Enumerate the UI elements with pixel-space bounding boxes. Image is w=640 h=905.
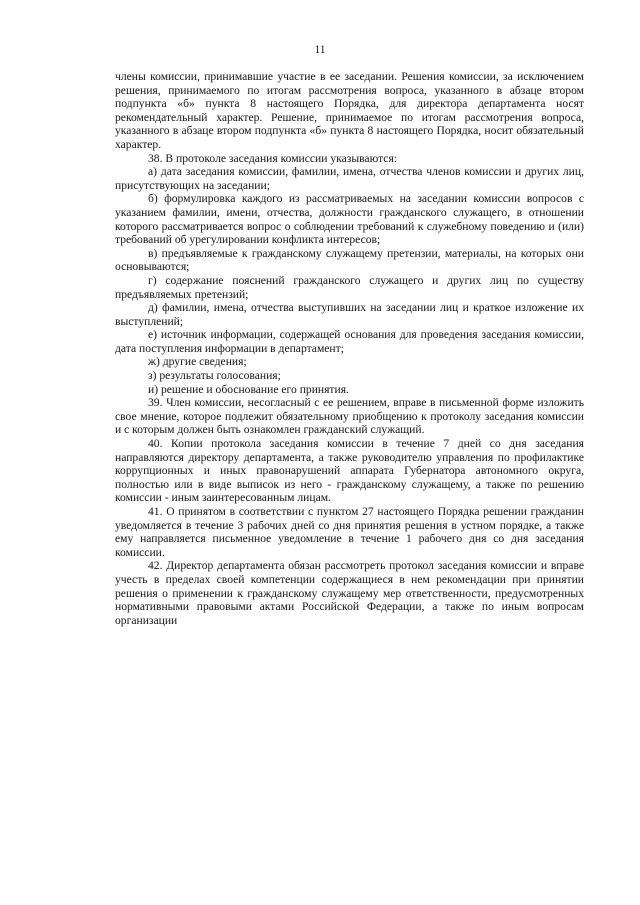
paragraph-40: 40. Копии протокола заседания комиссии в течение 7 дней со дня заседания направляются директору департамента, а также руководителю управления по профилактике коррупционных и иных правонарушений аппарата Губернатора автономного округа, полностью или в виде выписок из него - гражданскому служащему, а также по решению комиссии - иным заинтересованным лицам. [115,437,584,505]
paragraph-38-e: е) источник информации, содержащей основания для проведения заседания комиссии, дата поступления информации в департамент; [115,328,584,355]
paragraph-39: 39. Член комиссии, несогласный с ее решением, вправе в письменной форме изложить свое мнение, которое подлежит обязательному приобщению к протоколу заседания комиссии и с которым должен быть ознакомлен гражданский служащий. [115,396,584,437]
paragraph-38-b: б) формулировка каждого из рассматриваемых на заседании комиссии вопросов с указанием фамилии, имени, отчества, должности гражданского служащего, в отношении которого рассматривается вопрос о соблюдении требований к служебному поведению и (или) требований об урегулировании конфликта интересов; [115,192,584,247]
document-body [115,70,584,627]
paragraph-38-g: г) содержание пояснений гражданского служащего и других лиц по существу предъявляемых претензий; [115,273,584,301]
paragraph-38-zh: ж) другие сведения; [148,355,247,369]
page-number: 11 [314,44,326,56]
paragraph-41: 41. О принятом в соответствии с пунктом 27 настоящего Порядка решении гражданин уведомляется в течение 3 рабочих дней со дня принятия решения в устном порядке, а также ему направляется письменное уведомление в течение 1 рабочего дня со дня заседания комиссии. [115,505,584,559]
paragraph-38-i: и) решение и обоснование его принятия. [148,382,349,396]
paragraph-38-heading: 38. В протоколе заседания комиссии указываются: [148,151,397,165]
paragraph-38-z: з) результаты голосования; [148,369,281,383]
paragraph-continued: члены комиссии, принимавшие участие в ее заседании. Решения комиссии, за исключением решения, принимаемого по итогам рассмотрения вопроса, указанного в абзаце втором подпункта «б» пункта 8 настоящего Порядка, для директора департамента носят рекомендательный характер. Решение, принимаемое по итогам рассмотрения вопроса, указанного в абзаце втором подпункта «б» пункта 8 настоящего Порядка, носит обязательный характер. [115,70,584,151]
paragraph-38-d: д) фамилии, имена, отчества выступивших на заседании лиц и краткое изложение их выступлений; [115,301,584,328]
paragraph-42: 42. Директор департамента обязан рассмотреть протокол заседания комиссии и вправе учесть в пределах своей компетенции содержащиеся в нем рекомендации при принятии решения о применении к гражданскому служащему мер ответственности, предусмотренных нормативными правовыми актами Российской Федерации, а также по иным вопросам организации [115,559,584,627]
paragraph-38-v: в) предъявляемые к гражданскому служащему претензии, материалы, на которых они основываются; [115,246,584,274]
paragraph-38-a: а) дата заседания комиссии, фамилии, имена, отчества членов комиссии и других лиц, присутствующих на заседании; [115,165,584,192]
